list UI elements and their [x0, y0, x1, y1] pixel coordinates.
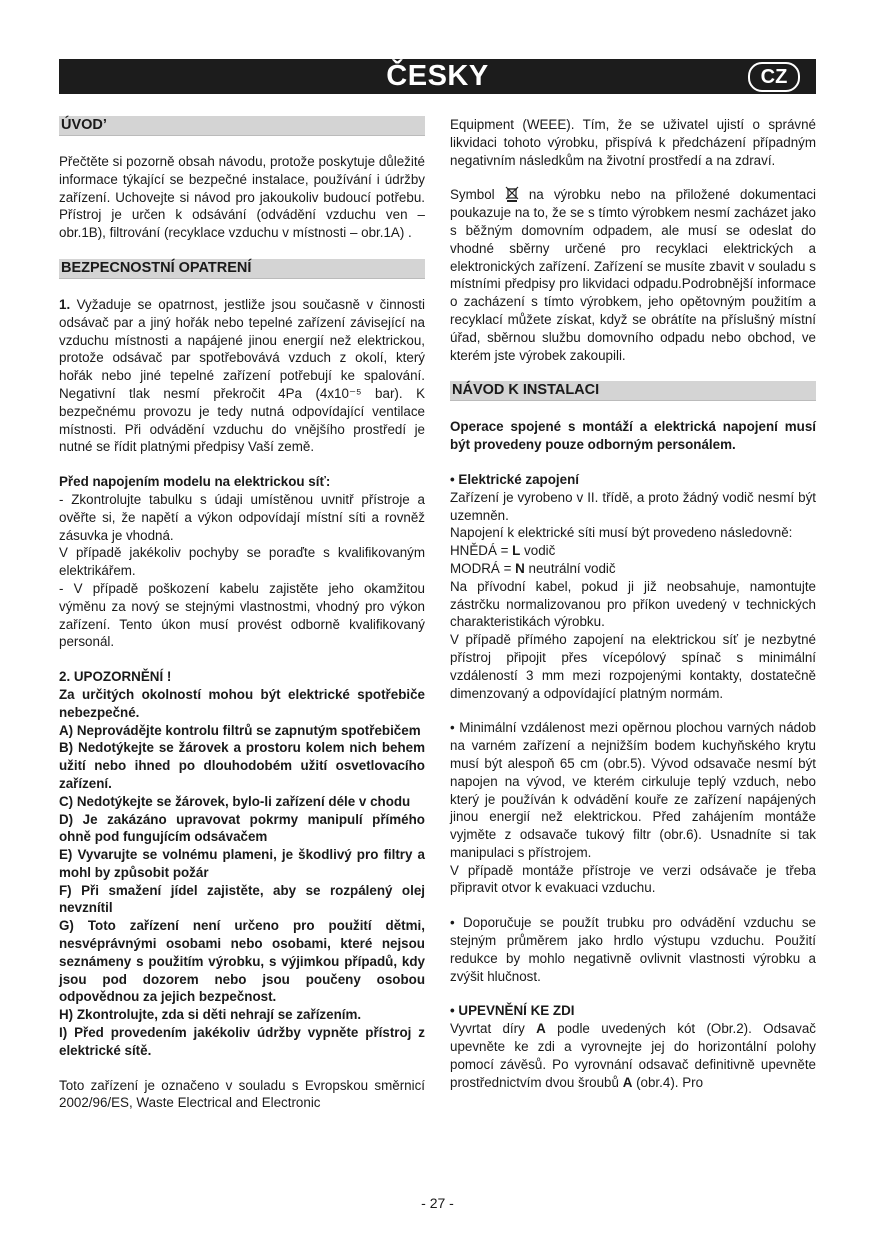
page-number: - 27 - — [421, 1195, 454, 1211]
safety-paragraph-1: 1. Vyžaduje se opatrnost, jestliže jsou současně v činnosti odsávač par a jiný hořák nebo tepelné zařízení závisející na vzduchu místnosti a napájené jinou energií než elektrickou, protože odsávač par spotřebovává vzduch z okolí, který hořák nebo jiné tepelné zařízení potřebují ke spalování. Negativní tlak nesmí překročit 4Pa (4x10⁻⁵ bar). K bezpečnému provozu je tedy nutná odpovídající ventilace místnosti. Při odvádění vzduchu do vnějšího prostředí je nutné se řídit platnými předpisy Vaší země. — [59, 296, 425, 455]
crossed-bin-icon — [505, 186, 519, 202]
before-connection-heading: Před napojením modelu na elektrickou síť: — [59, 474, 331, 490]
left-column — [59, 116, 425, 1112]
section-heading-safety: BEZPECNOSTNÍ OPATRENÍ — [59, 259, 425, 279]
warning-intro: Za určitých okolností mohou být elektrické spotřebiče nebezpečné. — [59, 686, 425, 720]
warning-item-d: D) Je zakázáno upravovat pokrmy manipulí přímého ohně pod fungujícím odsávačem — [59, 811, 425, 845]
weee-paragraph: Toto zařízení je označeno v souladu s Evropskou směrnicí 2002/96/ES, Waste Electrical and Electronic — [59, 1077, 425, 1111]
warning-heading: 2. UPOZORNĚNÍ ! — [59, 669, 172, 685]
wall-mount-heading: • UPEVNĚNÍ KE ZDI — [450, 1003, 575, 1019]
wire-blue: MODRÁ = N neutrální vodič — [450, 560, 616, 576]
electrical-heading: • Elektrické zapojení — [450, 471, 579, 487]
warning-item-f: F) Při smažení jídel zajistěte, aby se rozpálený olej nevznítil — [59, 882, 425, 916]
warning-item-a: A) Neprovádějte kontrolu filtrů se zapnutým spotřebičem — [59, 722, 421, 738]
electrical-4: V případě přímého zapojení na elektrickou síť je nezbytné přístroj připojit přes vícepólový spínač s minimální vzdáleností 3 mm mezi rozpojenými kontakty, dostatečně dimenzovaný a odpovídající platným normám. — [450, 632, 816, 701]
wire-brown: HNĚDÁ = L vodič — [450, 543, 556, 559]
distance-paragraph-1: • Minimální vzdálenost mezi opěrnou plochou varných nádob na varném zařízení a nejnižším bodem kuchyňského krytu musí být alespoň 65 cm (obr.5). Vývod odsavače nesmí být napojen na vývod, ve kterém cirkuluje teplý vzduch, nebo který je používán k odvádění kouře ze zařízení napájených jinou energií než elektrickou. Před zahájením montáže vyjměte z odsavače tukový filtr (obr.6). Usnadníte si tak manipulaci s přístrojem. — [450, 720, 816, 860]
warning-item-b: B) Nedotýkejte se žárovek a prostoru kolem nich behem užití nebo ihned po dlouhodobém užití osvetlovacího zařízení. — [59, 740, 425, 791]
installation-note: Operace spojené s montáží a elektrická napojení musí být provedeny pouze odborným personálem. — [450, 419, 816, 453]
warning-item-e: E) Vyvarujte se volnému plameni, je škodlivý pro filtry a mohl by způsobit požár — [59, 847, 425, 880]
warning-item-i: I) Před provedením jakékoliv údržby vypněte přístroj z elektrické sítě. — [59, 1025, 425, 1058]
wall-mount-paragraph: Vyvrtat díry A podle uvedených kót (Obr.2). Odsavač upevněte ke zdi a vyrovnejte jej do horizontální polohy pomocí závěsů. Po vyrovnání odsavač definitivně upevněte prostřednictvím dvou šroubů A (obr.4). Pro — [450, 1021, 816, 1090]
weee-paragraph-continued: Equipment (WEEE). Tím, že se uživatel ujistí o správné likvidaci tohoto výrobku, přispívá k předcházení případným negativním následkům na životní prostředí a na zdraví. — [450, 117, 816, 168]
symbol-paragraph: Symbol na výrobku nebo na přiložené dokumentaci poukazuje na to, že se s tímto výrobkem nesmí zacházet jako s běžným domovním odpadem, ale musí se odeslat do vhodné sběrny určené pro recyklaci elektrických a elektronických zařízení. Zařízení se musíte zbavit v souladu s místními předpisy pro likvidaci odpadu.Podrobnější informace o zacházení s tímto výrobkem, jeho opětovným použitím a recyklací můžete získat, když se obrátíte na příslušný místní úřad, sběrnou službu domovního odpadu nebo obchod, ve kterém jste výrobek zakoupili. — [450, 187, 816, 363]
intro-paragraph: Přečtěte si pozorně obsah návodu, protože poskytuje důležité informace týkající se bezpečné instalace, používání i údržby zařízení. Uchovejte si návod pro jakoukoliv budoucí potřebu. Přístroj je určen k odsávání (odvádění vzduchu ven – obr.1B), filtrování (recyklace vzduchu v místnosti – obr.1A) . — [59, 154, 425, 241]
electrical-1: Zařízení je vyrobeno v II. třídě, a proto žádný vodič nesmí být uzemněn. — [450, 489, 816, 523]
pipe-paragraph: • Doporučuje se použít trubku pro odvádění vzduchu se stejným průměrem jako hrdlo výstupu vzduchu. Použití redukce by mohlo negativně ovlivnit vlastnosti výrobku a zvýšit hlučnost. — [450, 915, 816, 984]
electrical-2: Napojení k elektrické síti musí být provedeno následovně: — [450, 525, 793, 541]
section-heading-intro: ÚVOD’ — [59, 116, 425, 136]
before-connection-2: V případě jakékoliv pochyby se poraďte s kvalifikovaným elektrikářem. — [59, 545, 425, 579]
distance-paragraph-2: V případě montáže přístroje ve verzi odsávače je třeba připravit otvor k evakuaci vzduchu. — [450, 862, 816, 896]
page-title: ČESKY — [386, 60, 489, 92]
before-connection-3: - V případě poškození kabelu zajistěte jeho okamžitou výměnu za nový se stejnými vlastnostmi, vhodný pro výkon zařízení. Tento úkon musí provést odborně kvalifikovaný personál. — [59, 580, 425, 650]
electrical-3: Na přívodní kabel, pokud ji již neobsahuje, namontujte zástrčku normalizovanou pro příkon uvedený v technických charakteristikách výrobku. — [450, 578, 816, 630]
warning-item-h: H) Zkontrolujte, zda si děti nehrají se zařízením. — [59, 1007, 362, 1023]
language-banner — [59, 59, 816, 94]
before-connection-1: - Zkontrolujte tabulku s údaji umístěnou uvnitř přístroje a ověřte si, že napětí a výkon odpovídají místní síti a rovněž zásuvka je vhodná. — [59, 491, 425, 543]
warning-item-c: C) Nedotýkejte se žárovek, bylo-li zařízení déle v chodu — [59, 793, 411, 809]
language-badge: CZ — [748, 62, 800, 92]
warning-item-g: G) Toto zařízení není určeno pro použití dětmi, nesvéprávnými osobami nebo osobami, které nejsou seznámeny s použitím výrobku, s výjimkou případů, kdy jsou pod dozorem nebo jsou poučeny osobou odpovědnou za jejich bezpečnost. — [59, 918, 425, 1005]
right-column — [450, 116, 816, 1091]
section-heading-installation: NÁVOD K INSTALACI — [450, 381, 816, 401]
